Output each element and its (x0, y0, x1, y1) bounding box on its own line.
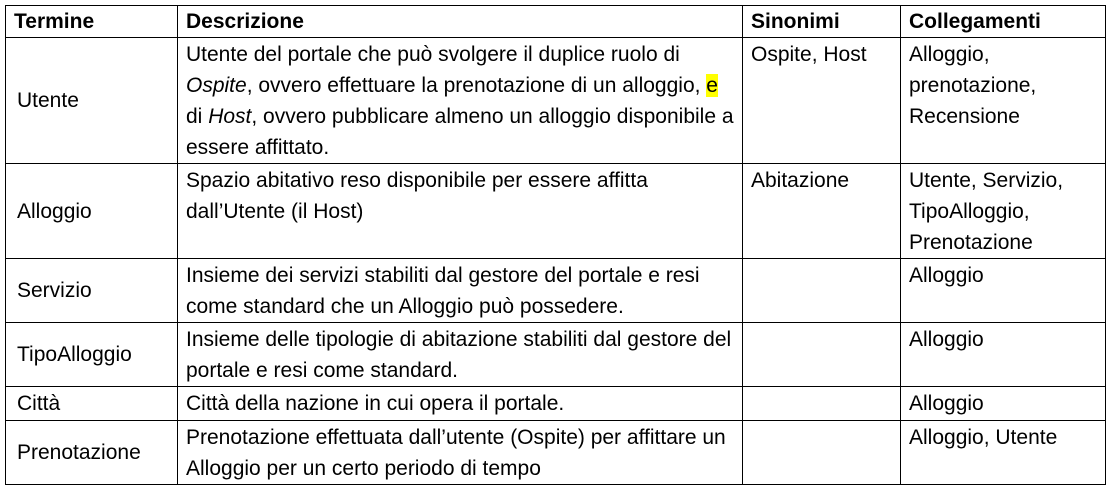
links-cell: Utente, Servizio, TipoAlloggio, Prenotazione (901, 164, 1106, 259)
synonyms-cell: Ospite, Host (743, 38, 901, 164)
synonyms-cell (743, 259, 901, 323)
table-row (6, 387, 1106, 421)
term-cell: Alloggio (6, 164, 178, 259)
synonyms-cell: Abitazione (743, 164, 901, 259)
description-emphasis: Host (208, 105, 252, 128)
glossary-table (5, 5, 1106, 485)
synonyms-cell (743, 323, 901, 387)
description-emphasis: Ospite (186, 74, 247, 97)
description-cell: Prenotazione effettuata dall’utente (Ospite) per affittare un Alloggio per un certo periodo di tempo (178, 421, 743, 485)
table-header-row (6, 6, 1106, 38)
links-cell: Alloggio (901, 387, 1106, 421)
links-cell: Alloggio (901, 259, 1106, 323)
header-links: Collegamenti (901, 6, 1106, 38)
description-text: di (186, 105, 209, 128)
description-cell: Insieme dei servizi stabiliti dal gestore del portale e resi come standard che un Alloggio può possedere. (178, 259, 743, 323)
synonyms-cell (743, 387, 901, 421)
highlighted-text: e (706, 74, 718, 97)
description-text: , ovvero pubblicare almeno un alloggio disponibile a essere affittato. (186, 105, 734, 159)
synonyms-cell (743, 421, 901, 485)
table-row (6, 38, 1106, 164)
description-cell (178, 38, 743, 164)
table-row (6, 164, 1106, 259)
table-row (6, 259, 1106, 323)
description-text: , ovvero effettuare la prenotazione di un alloggio, (246, 74, 707, 97)
term-cell: TipoAlloggio (6, 323, 178, 387)
links-cell: Alloggio, prenotazione, Recensione (901, 38, 1106, 164)
term-cell: Prenotazione (6, 421, 178, 485)
header-term: Termine (6, 6, 178, 38)
term-cell: Città (6, 387, 178, 421)
header-synonyms: Sinonimi (743, 6, 901, 38)
header-description: Descrizione (178, 6, 743, 38)
links-cell: Alloggio, Utente (901, 421, 1106, 485)
description-cell: Spazio abitativo reso disponibile per essere affitta dall’Utente (il Host) (178, 164, 743, 259)
table-row (6, 323, 1106, 387)
term-cell: Servizio (6, 259, 178, 323)
description-cell: Città della nazione in cui opera il portale. (178, 387, 743, 421)
description-text: Utente del portale che può svolgere il duplice ruolo di (186, 43, 680, 66)
table-row (6, 421, 1106, 485)
description-cell: Insieme delle tipologie di abitazione stabiliti dal gestore del portale e resi come standard. (178, 323, 743, 387)
term-cell: Utente (6, 38, 178, 164)
links-cell: Alloggio (901, 323, 1106, 387)
